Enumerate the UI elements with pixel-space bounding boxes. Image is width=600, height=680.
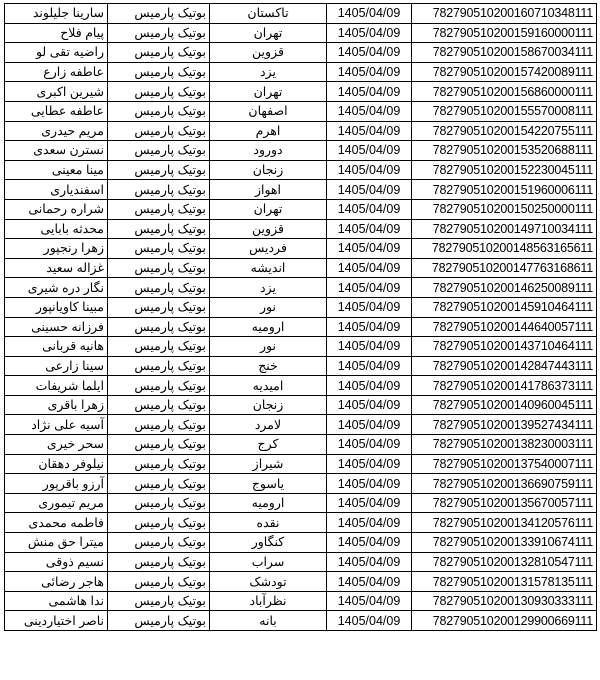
- city-cell: نور: [210, 297, 327, 317]
- recipient-name-cell: غزاله سعید: [5, 258, 108, 278]
- table-body: [5, 4, 597, 631]
- recipient-name-cell: عاطفه عطایی: [5, 101, 108, 121]
- recipient-name-cell: شیرین اکبری: [5, 82, 108, 102]
- date-cell: 1405/04/09: [327, 493, 412, 513]
- shop-name-cell: بوتیک پارمیس: [108, 611, 210, 631]
- shop-name-cell: بوتیک پارمیس: [108, 43, 210, 63]
- table-row: [5, 493, 597, 513]
- tracking-code-cell: 782790510200130930333111: [412, 591, 597, 611]
- table-row: [5, 258, 597, 278]
- date-cell: 1405/04/09: [327, 376, 412, 396]
- date-cell: 1405/04/09: [327, 356, 412, 376]
- shop-name-cell: بوتیک پارمیس: [108, 552, 210, 572]
- recipient-name-cell: مبینا کاویانپور: [5, 297, 108, 317]
- city-cell: نظرآباد: [210, 591, 327, 611]
- table-row: [5, 297, 597, 317]
- table-row: [5, 199, 597, 219]
- date-cell: 1405/04/09: [327, 239, 412, 259]
- date-cell: 1405/04/09: [327, 513, 412, 533]
- city-cell: تهران: [210, 199, 327, 219]
- city-cell: بانه: [210, 611, 327, 631]
- tracking-code-cell: 782790510200135670057111: [412, 493, 597, 513]
- table-row: [5, 454, 597, 474]
- shop-name-cell: بوتیک پارمیس: [108, 317, 210, 337]
- city-cell: ارومیه: [210, 493, 327, 513]
- date-cell: 1405/04/09: [327, 533, 412, 553]
- recipient-name-cell: محدثه بابایی: [5, 219, 108, 239]
- city-cell: قزوین: [210, 43, 327, 63]
- city-cell: امیدیه: [210, 376, 327, 396]
- recipient-name-cell: پیام فلاح: [5, 23, 108, 43]
- city-cell: اندیشه: [210, 258, 327, 278]
- city-cell: یاسوج: [210, 474, 327, 494]
- date-cell: 1405/04/09: [327, 297, 412, 317]
- tracking-code-cell: 782790510200138230003111: [412, 435, 597, 455]
- date-cell: 1405/04/09: [327, 4, 412, 24]
- shop-name-cell: بوتیک پارمیس: [108, 82, 210, 102]
- shop-name-cell: بوتیک پارمیس: [108, 180, 210, 200]
- table-row: [5, 572, 597, 592]
- shop-name-cell: بوتیک پارمیس: [108, 199, 210, 219]
- tracking-code-cell: 782790510200147763168611: [412, 258, 597, 278]
- shop-name-cell: بوتیک پارمیس: [108, 219, 210, 239]
- date-cell: 1405/04/09: [327, 199, 412, 219]
- date-cell: 1405/04/09: [327, 43, 412, 63]
- recipient-name-cell: سارینا جلیلوند: [5, 4, 108, 24]
- tracking-code-cell: 782790510200151960006111: [412, 180, 597, 200]
- recipient-name-cell: هاجر رضائی: [5, 572, 108, 592]
- city-cell: فردیس: [210, 239, 327, 259]
- shop-name-cell: بوتیک پارمیس: [108, 337, 210, 357]
- city-cell: سراب: [210, 552, 327, 572]
- shop-name-cell: بوتیک پارمیس: [108, 493, 210, 513]
- recipient-name-cell: هانیه قربانی: [5, 337, 108, 357]
- table-row: [5, 62, 597, 82]
- city-cell: اهرم: [210, 121, 327, 141]
- tracking-code-cell: 782790510200136690759111: [412, 474, 597, 494]
- city-cell: تاکستان: [210, 4, 327, 24]
- date-cell: 1405/04/09: [327, 101, 412, 121]
- shop-name-cell: بوتیک پارمیس: [108, 23, 210, 43]
- date-cell: 1405/04/09: [327, 62, 412, 82]
- tracking-code-cell: 782790510200139527434111: [412, 415, 597, 435]
- table-row: [5, 317, 597, 337]
- table-row: [5, 121, 597, 141]
- recipient-name-cell: راضیه تقی لو: [5, 43, 108, 63]
- table-row: [5, 160, 597, 180]
- table-row: [5, 474, 597, 494]
- table-row: [5, 611, 597, 631]
- city-cell: نقده: [210, 513, 327, 533]
- shop-name-cell: بوتیک پارمیس: [108, 258, 210, 278]
- recipient-name-cell: نگار دره شیری: [5, 278, 108, 298]
- date-cell: 1405/04/09: [327, 317, 412, 337]
- date-cell: 1405/04/09: [327, 258, 412, 278]
- recipient-name-cell: عاطفه زارع: [5, 62, 108, 82]
- tracking-code-cell: 782790510200159160000111: [412, 23, 597, 43]
- date-cell: 1405/04/09: [327, 121, 412, 141]
- city-cell: اصفهان: [210, 101, 327, 121]
- table-row: [5, 513, 597, 533]
- recipient-name-cell: نسیم ذوقی: [5, 552, 108, 572]
- city-cell: زنجان: [210, 160, 327, 180]
- shop-name-cell: بوتیک پارمیس: [108, 415, 210, 435]
- table-row: [5, 552, 597, 572]
- date-cell: 1405/04/09: [327, 395, 412, 415]
- shop-name-cell: بوتیک پارمیس: [108, 101, 210, 121]
- tracking-code-cell: 782790510200134120576111: [412, 513, 597, 533]
- shop-name-cell: بوتیک پارمیس: [108, 121, 210, 141]
- date-cell: 1405/04/09: [327, 278, 412, 298]
- shop-name-cell: بوتیک پارمیس: [108, 297, 210, 317]
- recipient-name-cell: سینا زارعی: [5, 356, 108, 376]
- date-cell: 1405/04/09: [327, 415, 412, 435]
- city-cell: دورود: [210, 141, 327, 161]
- table-row: [5, 239, 597, 259]
- date-cell: 1405/04/09: [327, 572, 412, 592]
- shop-name-cell: بوتیک پارمیس: [108, 474, 210, 494]
- recipient-name-cell: فاطمه محمدی: [5, 513, 108, 533]
- shop-name-cell: بوتیک پارمیس: [108, 239, 210, 259]
- recipient-name-cell: فرزانه حسینی: [5, 317, 108, 337]
- shipment-table: [4, 3, 597, 631]
- recipient-name-cell: نیلوفر دهقان: [5, 454, 108, 474]
- recipient-name-cell: ایلما شریفات: [5, 376, 108, 396]
- city-cell: کرج: [210, 435, 327, 455]
- recipient-name-cell: مریم حیدری: [5, 121, 108, 141]
- tracking-code-cell: 782790510200129900669111: [412, 611, 597, 631]
- table-row: [5, 435, 597, 455]
- city-cell: یزد: [210, 62, 327, 82]
- table-row: [5, 4, 597, 24]
- tracking-code-cell: 782790510200160710348111: [412, 4, 597, 24]
- city-cell: اهواز: [210, 180, 327, 200]
- date-cell: 1405/04/09: [327, 160, 412, 180]
- date-cell: 1405/04/09: [327, 180, 412, 200]
- date-cell: 1405/04/09: [327, 141, 412, 161]
- shop-name-cell: بوتیک پارمیس: [108, 533, 210, 553]
- table-row: [5, 82, 597, 102]
- recipient-name-cell: زهرا رنجپور: [5, 239, 108, 259]
- shop-name-cell: بوتیک پارمیس: [108, 160, 210, 180]
- tracking-code-cell: 782790510200146250089111: [412, 278, 597, 298]
- date-cell: 1405/04/09: [327, 219, 412, 239]
- recipient-name-cell: سحر خیری: [5, 435, 108, 455]
- shop-name-cell: بوتیک پارمیس: [108, 435, 210, 455]
- city-cell: یزد: [210, 278, 327, 298]
- date-cell: 1405/04/09: [327, 474, 412, 494]
- shop-name-cell: بوتیک پارمیس: [108, 62, 210, 82]
- tracking-code-cell: 782790510200148563165611: [412, 239, 597, 259]
- tracking-code-cell: 782790510200141786373111: [412, 376, 597, 396]
- city-cell: تهران: [210, 23, 327, 43]
- tracking-code-cell: 782790510200143710464111: [412, 337, 597, 357]
- tracking-code-cell: 782790510200137540007111: [412, 454, 597, 474]
- table-row: [5, 43, 597, 63]
- table-row: [5, 395, 597, 415]
- shop-name-cell: بوتیک پارمیس: [108, 278, 210, 298]
- city-cell: تودشک: [210, 572, 327, 592]
- table-row: [5, 141, 597, 161]
- tracking-code-cell: 782790510200156860000111: [412, 82, 597, 102]
- shop-name-cell: بوتیک پارمیس: [108, 395, 210, 415]
- city-cell: لامرد: [210, 415, 327, 435]
- date-cell: 1405/04/09: [327, 337, 412, 357]
- table-row: [5, 180, 597, 200]
- shop-name-cell: بوتیک پارمیس: [108, 572, 210, 592]
- shop-name-cell: بوتیک پارمیس: [108, 356, 210, 376]
- tracking-code-cell: 782790510200150250000111: [412, 199, 597, 219]
- tracking-code-cell: 782790510200142847443111: [412, 356, 597, 376]
- date-cell: 1405/04/09: [327, 552, 412, 572]
- date-cell: 1405/04/09: [327, 454, 412, 474]
- city-cell: ارومیه: [210, 317, 327, 337]
- shop-name-cell: بوتیک پارمیس: [108, 4, 210, 24]
- date-cell: 1405/04/09: [327, 591, 412, 611]
- recipient-name-cell: آرزو باقرپور: [5, 474, 108, 494]
- tracking-code-cell: 782790510200153520688111: [412, 141, 597, 161]
- tracking-code-cell: 782790510200131578135111: [412, 572, 597, 592]
- shop-name-cell: بوتیک پارمیس: [108, 454, 210, 474]
- city-cell: تهران: [210, 82, 327, 102]
- recipient-name-cell: ناصر اختیاردینی: [5, 611, 108, 631]
- recipient-name-cell: مینا معینی: [5, 160, 108, 180]
- recipient-name-cell: زهرا باقری: [5, 395, 108, 415]
- shop-name-cell: بوتیک پارمیس: [108, 591, 210, 611]
- city-cell: قزوین: [210, 219, 327, 239]
- city-cell: شیراز: [210, 454, 327, 474]
- tracking-code-cell: 782790510200145910464111: [412, 297, 597, 317]
- table-row: [5, 219, 597, 239]
- shop-name-cell: بوتیک پارمیس: [108, 376, 210, 396]
- table-row: [5, 376, 597, 396]
- recipient-name-cell: میترا حق منش: [5, 533, 108, 553]
- tracking-code-cell: 782790510200144640057111: [412, 317, 597, 337]
- table-row: [5, 337, 597, 357]
- date-cell: 1405/04/09: [327, 82, 412, 102]
- tracking-code-cell: 782790510200157420089111: [412, 62, 597, 82]
- date-cell: 1405/04/09: [327, 23, 412, 43]
- tracking-code-cell: 782790510200140960045111: [412, 395, 597, 415]
- city-cell: کنگاور: [210, 533, 327, 553]
- table-row: [5, 23, 597, 43]
- table-row: [5, 101, 597, 121]
- table-row: [5, 591, 597, 611]
- city-cell: زنجان: [210, 395, 327, 415]
- tracking-code-cell: 782790510200133910674111: [412, 533, 597, 553]
- table-row: [5, 533, 597, 553]
- table-row: [5, 278, 597, 298]
- recipient-name-cell: مریم تیموری: [5, 493, 108, 513]
- tracking-code-cell: 782790510200152230045111: [412, 160, 597, 180]
- tracking-code-cell: 782790510200154220755111: [412, 121, 597, 141]
- date-cell: 1405/04/09: [327, 435, 412, 455]
- tracking-code-cell: 782790510200149710034111: [412, 219, 597, 239]
- city-cell: نور: [210, 337, 327, 357]
- table-row: [5, 356, 597, 376]
- table-row: [5, 415, 597, 435]
- shop-name-cell: بوتیک پارمیس: [108, 513, 210, 533]
- recipient-name-cell: شراره رحمانی: [5, 199, 108, 219]
- date-cell: 1405/04/09: [327, 611, 412, 631]
- recipient-name-cell: ندا هاشمی: [5, 591, 108, 611]
- tracking-code-cell: 782790510200158670034111: [412, 43, 597, 63]
- tracking-code-cell: 782790510200155570008111: [412, 101, 597, 121]
- recipient-name-cell: آسیه علی نژاد: [5, 415, 108, 435]
- city-cell: خنج: [210, 356, 327, 376]
- recipient-name-cell: اسفندیاری: [5, 180, 108, 200]
- shop-name-cell: بوتیک پارمیس: [108, 141, 210, 161]
- recipient-name-cell: نسترن سعدی: [5, 141, 108, 161]
- tracking-code-cell: 782790510200132810547111: [412, 552, 597, 572]
